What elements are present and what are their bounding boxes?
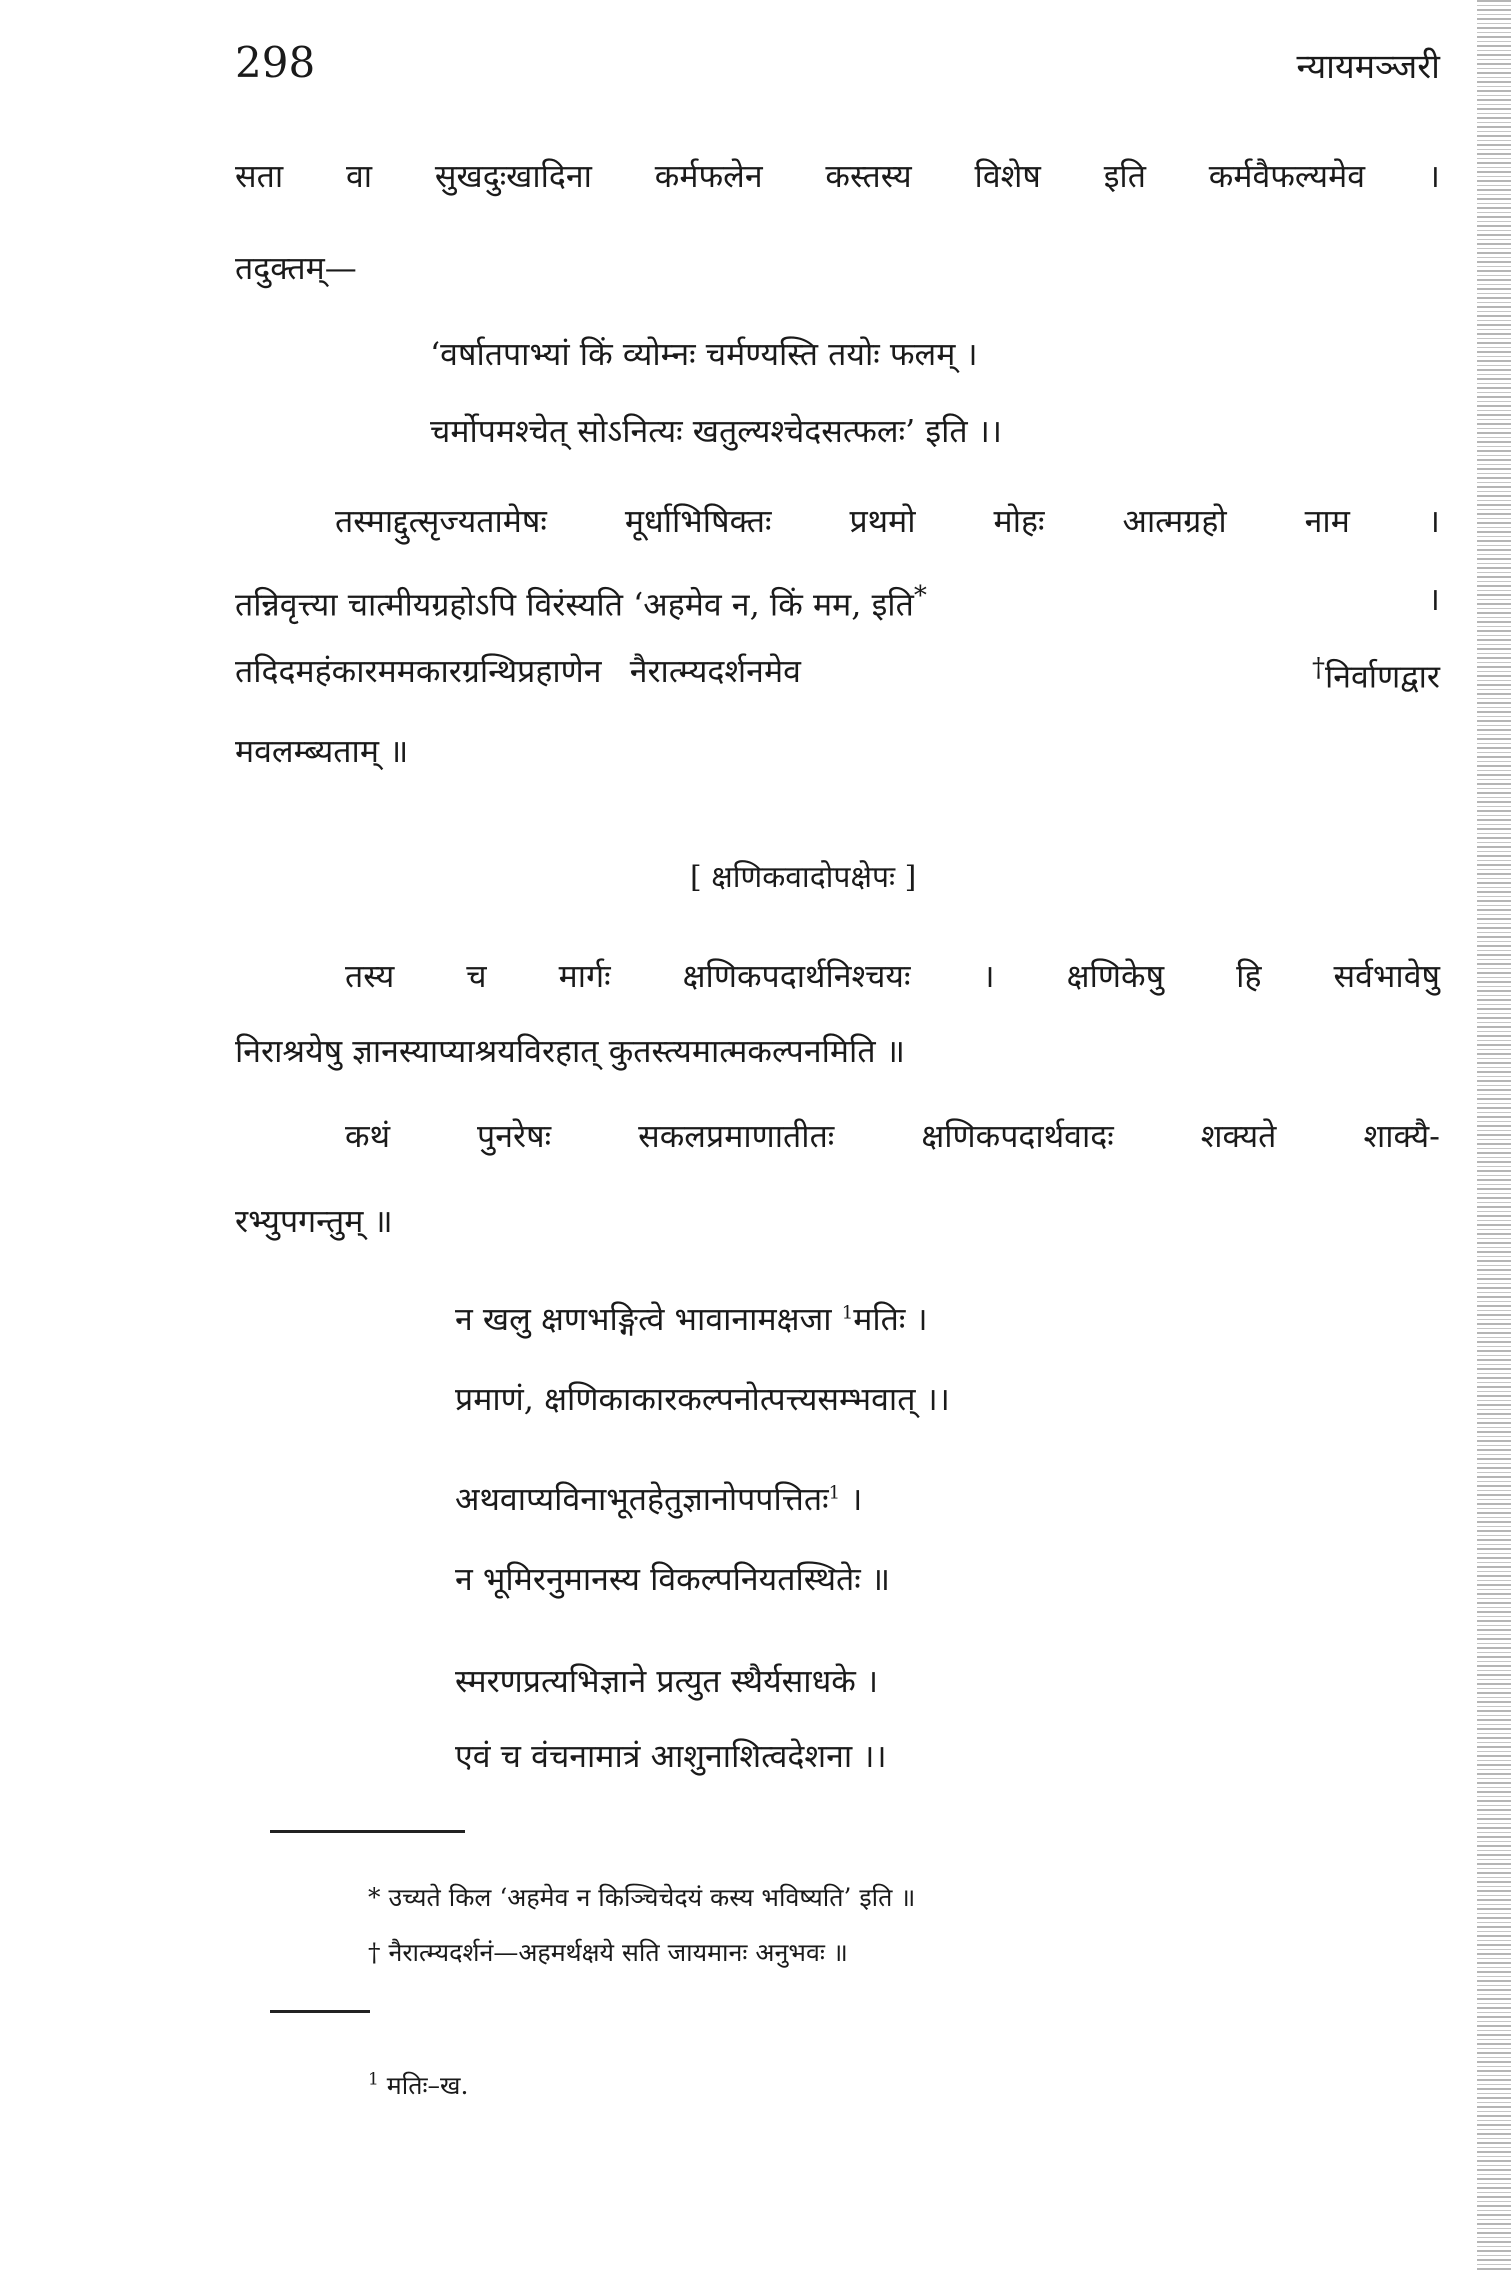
para2-line3-text: तदिदमहंकारममकारग्रन्थिप्रहाणेन नैरात्म्यदर्शनमेव — [235, 652, 801, 690]
verse3-line1-end: । — [850, 1480, 863, 1518]
footnote-ref-dagger: † — [1311, 653, 1325, 683]
verse3-line1-text: अथवाप्यविनाभूतहेतुज्ञानोपपत्तितः — [455, 1480, 829, 1518]
footnote-2-text: नैरात्म्यदर्शनं—अहमर्थक्षये सति जायमानः अनुभवः ॥ — [388, 1938, 848, 1967]
para2-line2-danda: । — [1427, 580, 1440, 618]
para2-line1: तस्माद्दुत्सृज्यतामेषः मूर्धाभिषिक्तः प्रथमो मोहः आत्मग्रहो नाम । — [335, 502, 1440, 540]
verse1-line1: ‘वर्षातपाभ्यां किं व्योम्नः चर्मण्यस्ति तयोः फलम् । — [430, 335, 978, 373]
footnote-2 — [368, 1935, 848, 1969]
footnote-separator — [270, 1830, 465, 1833]
para2-line3-end-text: निर्वाणद्वार — [1324, 657, 1440, 696]
verse4-line2: एवं च वंचनामात्रं आशुनाशित्वदेशना ।। — [455, 1737, 887, 1775]
footnote-1 — [368, 1880, 915, 1914]
para3-line2: निराश्रयेषु ज्ञानस्याप्याश्रयविरहात् कुतस्त्यमात्मकल्पनमिति ॥ — [235, 1032, 905, 1070]
variant-reading-mark: 1 — [368, 2069, 379, 2090]
para2-line2 — [235, 580, 1440, 624]
variant-reading — [368, 2068, 468, 2102]
footnote-ref-asterisk: * — [913, 581, 927, 611]
para2-line3 — [235, 652, 1440, 696]
para4-line1: कथं पुनरेषः सकलप्रमाणातीतः क्षणिकपदार्थवादः शक्यते शाक्यै- — [345, 1117, 1440, 1155]
variant-ref-1: 1 — [841, 1302, 854, 1324]
footnote-2-mark: † — [368, 1938, 381, 1967]
para1-line1: सता वा सुखदुःखादिना कर्मफलेन कस्तस्य विशेष इति कर्मवैफल्यमेव । — [235, 157, 1440, 195]
verse3-line1 — [455, 1480, 863, 1518]
variant-reading-text: मतिः–ख. — [386, 2071, 469, 2100]
footnote-1-text: उच्यते किल ‘अहमेव न किञ्चिचेदयं कस्य भविष्यति’ इति ॥ — [388, 1883, 916, 1912]
verse4-line1: स्मरणप्रत्यभिज्ञाने प्रत्युत स्थैर्यसाधके । — [455, 1662, 879, 1700]
footnote-1-mark: * — [368, 1883, 381, 1912]
page-number: 298 — [235, 38, 316, 87]
para2-line4: मवलम्ब्यताम् ॥ — [235, 732, 409, 770]
para1-line2: तदुक्तम्— — [235, 249, 357, 287]
variant-ref-2: 1 — [828, 1482, 841, 1504]
verse1-line2: चर्मोपमश्चेत् सोऽनित्यः खतुल्यश्चेदसत्फलः’ इति ।। — [430, 412, 1003, 450]
page-edge-scan-artifact — [1477, 0, 1511, 2270]
verse2-line2: प्रमाणं, क्षणिकाकारकल्पनोत्पत्त्यसम्भवात् ।। — [455, 1380, 950, 1418]
para4-line2: रभ्युपगन्तुम् ॥ — [235, 1202, 393, 1240]
para2-line2-text: तन्निवृत्त्या चात्मीयग्रहोऽपि विरंस्यति ‘अहमेव न, किं मम, इति — [235, 585, 914, 624]
running-title: न्यायमञ्जरी — [1296, 47, 1440, 87]
section-heading: [ क्षणिकवादोपक्षेपः ] — [690, 860, 917, 895]
para3-line1: तस्य च मार्गः क्षणिकपदार्थनिश्चयः । क्षणिकेषु हि सर्वभावेषु — [345, 957, 1440, 995]
verse2-line1 — [455, 1300, 928, 1338]
verse2-line1-text: न खलु क्षणभङ्गित्वे भावानामक्षजा — [455, 1300, 832, 1338]
verse3-line2: न भूमिरनुमानस्य विकल्पनियतस्थितेः ॥ — [455, 1560, 891, 1598]
variant-separator — [270, 2010, 370, 2013]
verse2-line1-end: मतिः । — [853, 1300, 928, 1338]
page-header — [235, 38, 1440, 98]
para2-line3-tail — [1311, 653, 1440, 696]
